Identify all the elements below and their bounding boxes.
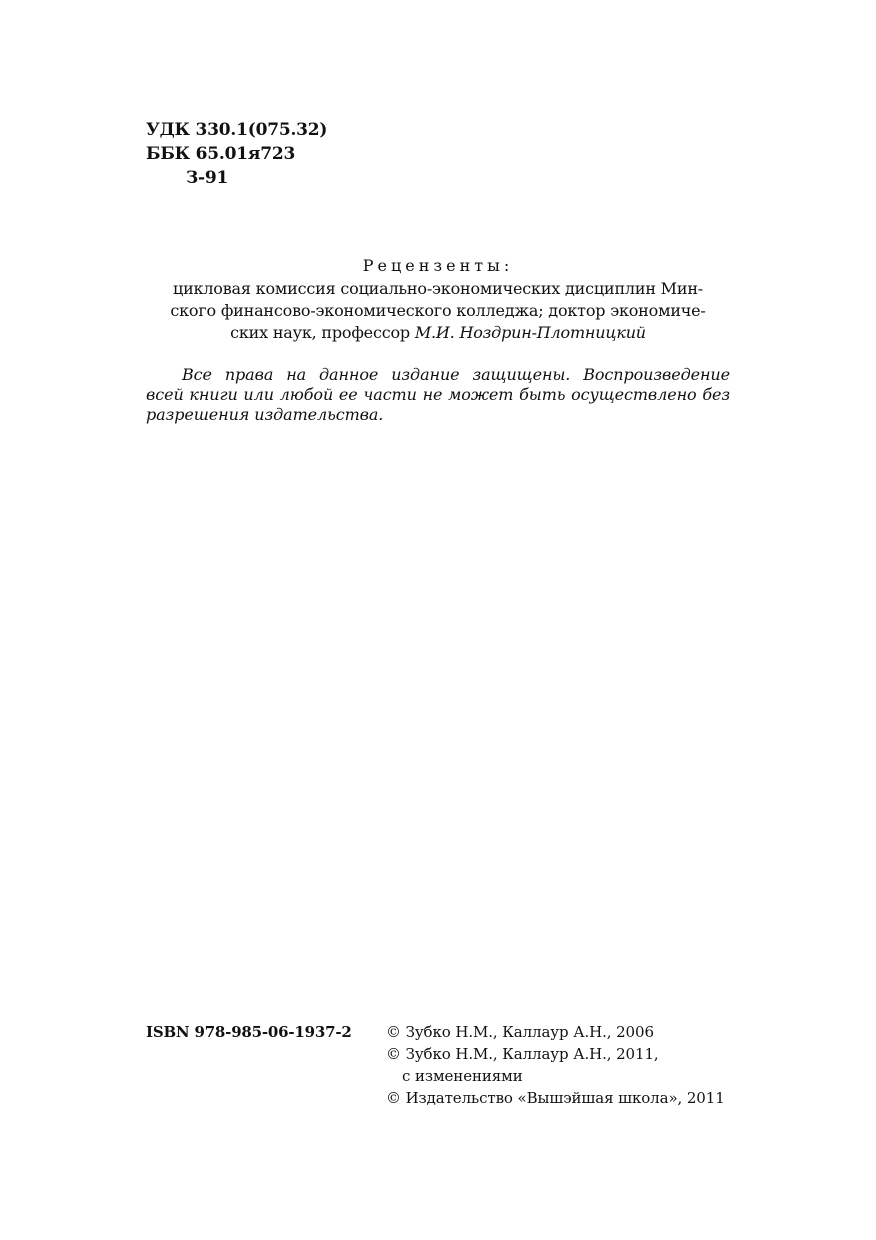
reviewers-line-2: ского финансово-экономического колледжа; доктор экономиче- xyxy=(170,301,706,320)
rights-notice xyxy=(146,365,730,425)
classification-codes xyxy=(146,118,327,190)
copyright-line-2: © Зубко Н.М., Каллаур А.Н., 2011, xyxy=(386,1045,659,1063)
reviewers-line-3-prefix: ских наук, профессор xyxy=(230,323,415,342)
reviewer-name: М.И. Ноздрин-Плотницкий xyxy=(414,323,646,342)
copyright-line-4: © Издательство «Вышэйшая школа», 2011 xyxy=(386,1089,725,1107)
copyright-line-3: с изменениями xyxy=(402,1067,523,1085)
rights-line-2: всей книги или любой ее части не может быть осуществлено без xyxy=(146,385,730,404)
reviewers-line-1: цикловая комиссия социально-экономических дисциплин Мин- xyxy=(172,279,704,298)
rights-line-1: Все права на данное издание защищены. Воспроизведение xyxy=(182,365,730,384)
rights-line-3: разрешения издательства. xyxy=(146,405,384,424)
author-mark: З-91 xyxy=(186,168,229,188)
copyright-block xyxy=(386,1021,725,1109)
reviewers-line-3 xyxy=(146,322,730,344)
reviewers-heading: Рецензенты: xyxy=(362,256,514,275)
isbn-number: ISBN 978-985-06-1937-2 xyxy=(146,1023,352,1041)
udk-code: УДК 330.1(075.32) xyxy=(146,120,328,140)
reviewers-block xyxy=(146,255,730,344)
copyright-line-1: © Зубко Н.М., Каллаур А.Н., 2006 xyxy=(386,1023,654,1041)
bbk-code: ББК 65.01я723 xyxy=(146,144,296,164)
